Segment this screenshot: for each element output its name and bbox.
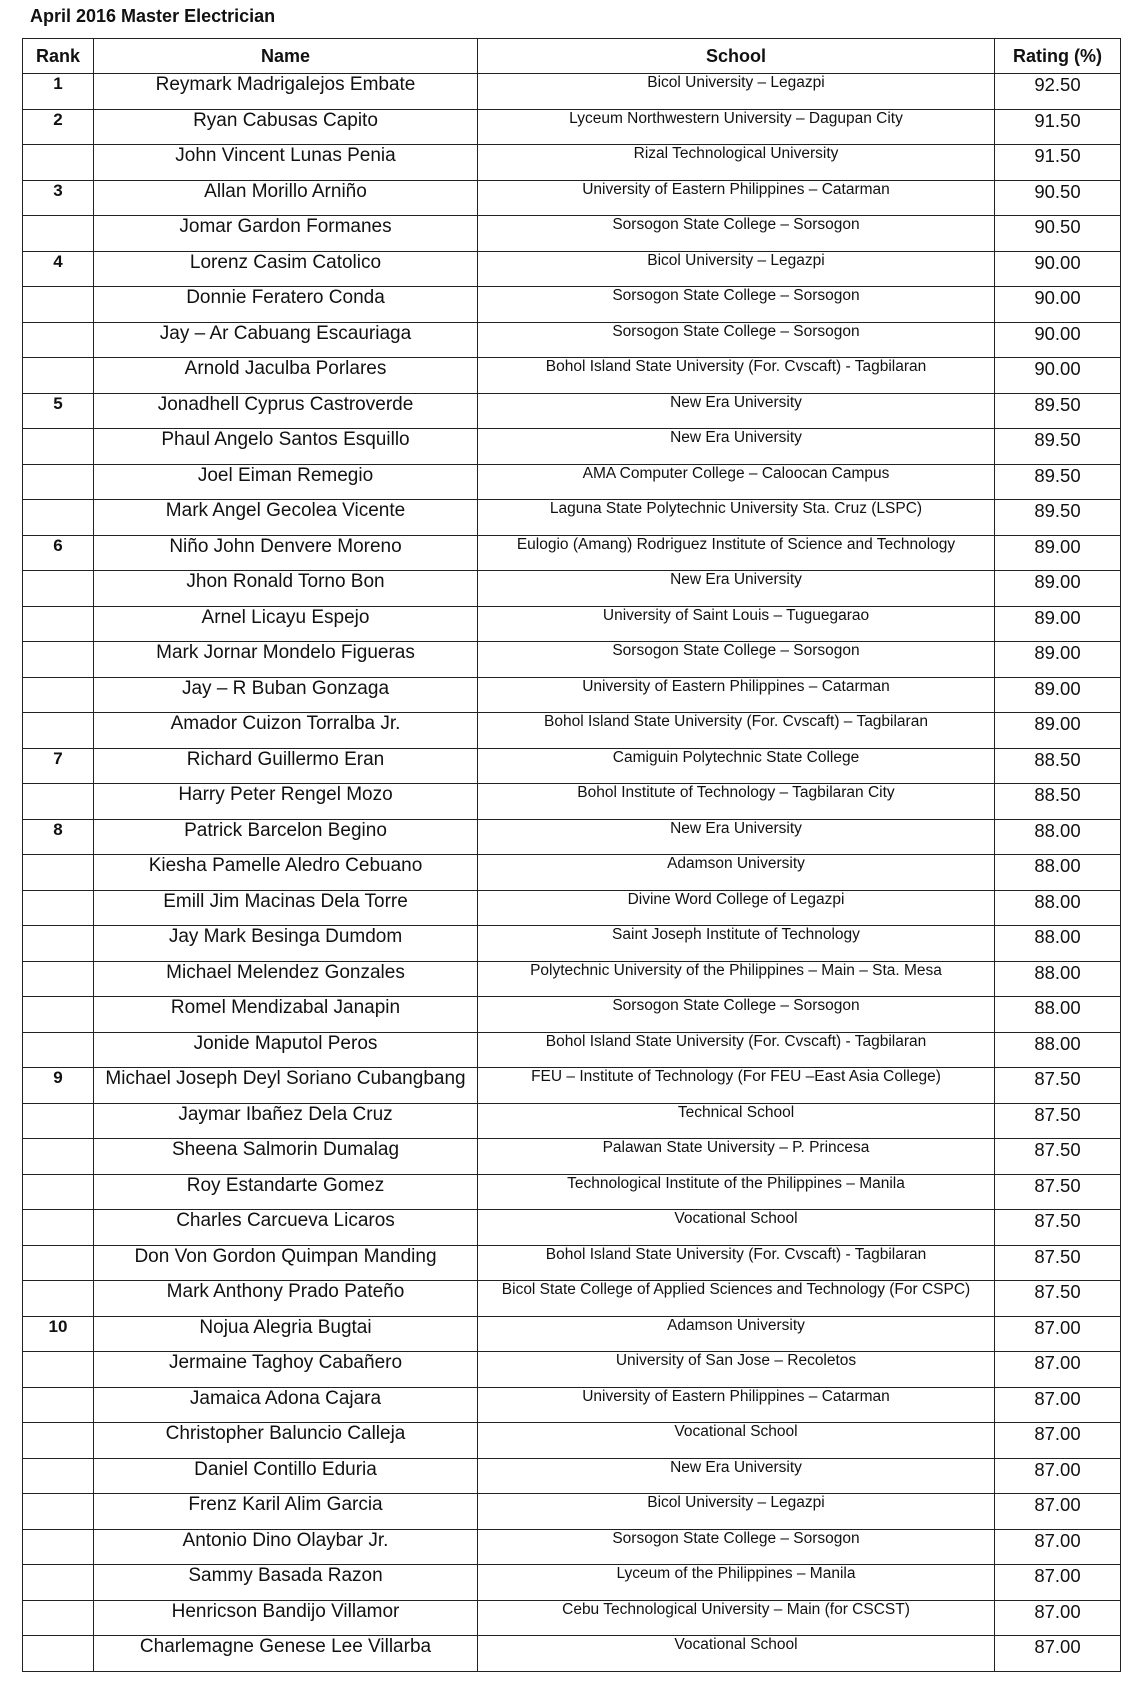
table-row: [23, 713, 1121, 749]
rating-cell: 91.50: [995, 145, 1121, 181]
school-cell: Adamson University: [478, 855, 995, 891]
name-cell: Charlemagne Genese Lee Villarba: [94, 1636, 478, 1672]
name-cell: Jonide Maputol Peros: [94, 1032, 478, 1068]
school-cell: University of San Jose – Recoletos: [478, 1352, 995, 1388]
table-row: [23, 606, 1121, 642]
name-cell: Charles Carcueva Licaros: [94, 1210, 478, 1246]
table-row: [23, 997, 1121, 1033]
rating-cell: 87.00: [995, 1636, 1121, 1672]
name-cell: Roy Estandarte Gomez: [94, 1174, 478, 1210]
name-cell: Jomar Gardon Formanes: [94, 216, 478, 252]
rating-cell: 87.50: [995, 1174, 1121, 1210]
table-row: [23, 1600, 1121, 1636]
rating-cell: 90.50: [995, 180, 1121, 216]
rank-cell: [23, 1458, 94, 1494]
table-row: [23, 855, 1121, 891]
name-cell: Nojua Alegria Bugtai: [94, 1316, 478, 1352]
rank-cell: [23, 1600, 94, 1636]
table-row: [23, 535, 1121, 571]
rating-cell: 90.00: [995, 251, 1121, 287]
school-cell: Bohol Island State University (For. Cvscaft) - Tagbilaran: [478, 1245, 995, 1281]
rating-cell: 87.00: [995, 1352, 1121, 1388]
rating-cell: 87.00: [995, 1458, 1121, 1494]
school-cell: University of Saint Louis – Tuguegarao: [478, 606, 995, 642]
rank-cell: [23, 1103, 94, 1139]
table-row: [23, 926, 1121, 962]
school-cell: Vocational School: [478, 1636, 995, 1672]
rating-cell: 89.00: [995, 677, 1121, 713]
school-cell: New Era University: [478, 393, 995, 429]
name-cell: Donnie Feratero Conda: [94, 287, 478, 323]
name-cell: Sheena Salmorin Dumalag: [94, 1139, 478, 1175]
rating-cell: 92.50: [995, 74, 1121, 110]
rank-cell: [23, 926, 94, 962]
rank-cell: 4: [23, 251, 94, 287]
name-cell: John Vincent Lunas Penia: [94, 145, 478, 181]
rating-cell: 90.00: [995, 287, 1121, 323]
name-cell: Richard Guillermo Eran: [94, 748, 478, 784]
name-cell: Lorenz Casim Catolico: [94, 251, 478, 287]
school-cell: University of Eastern Philippines – Catarman: [478, 677, 995, 713]
rank-cell: [23, 1565, 94, 1601]
name-cell: Daniel Contillo Eduria: [94, 1458, 478, 1494]
rank-cell: [23, 1210, 94, 1246]
school-cell: Bohol Institute of Technology – Tagbilaran City: [478, 784, 995, 820]
name-cell: Sammy Basada Razon: [94, 1565, 478, 1601]
school-header: School: [478, 39, 995, 74]
rating-cell: 89.00: [995, 606, 1121, 642]
rank-cell: [23, 1423, 94, 1459]
rank-cell: [23, 677, 94, 713]
table-row: [23, 464, 1121, 500]
table-row: [23, 322, 1121, 358]
name-cell: Don Von Gordon Quimpan Manding: [94, 1245, 478, 1281]
school-cell: Sorsogon State College – Sorsogon: [478, 287, 995, 323]
table-row: [23, 429, 1121, 465]
rank-cell: 5: [23, 393, 94, 429]
table-row: [23, 642, 1121, 678]
rating-cell: 87.00: [995, 1600, 1121, 1636]
rank-cell: 8: [23, 819, 94, 855]
rating-cell: 88.00: [995, 997, 1121, 1033]
rating-cell: 90.00: [995, 322, 1121, 358]
school-cell: Cebu Technological University – Main (for CSCST): [478, 1600, 995, 1636]
rating-cell: 87.50: [995, 1210, 1121, 1246]
name-cell: Arnold Jaculba Porlares: [94, 358, 478, 394]
rating-cell: 89.50: [995, 464, 1121, 500]
table-row: [23, 784, 1121, 820]
school-cell: Sorsogon State College – Sorsogon: [478, 642, 995, 678]
name-cell: Patrick Barcelon Begino: [94, 819, 478, 855]
rank-cell: 9: [23, 1068, 94, 1104]
name-cell: Jermaine Taghoy Cabañero: [94, 1352, 478, 1388]
name-cell: Michael Melendez Gonzales: [94, 961, 478, 997]
rank-cell: [23, 145, 94, 181]
rating-cell: 90.50: [995, 216, 1121, 252]
rank-cell: [23, 500, 94, 536]
rating-cell: 89.50: [995, 429, 1121, 465]
document-title: April 2016 Master Electrician: [30, 6, 276, 26]
school-cell: New Era University: [478, 571, 995, 607]
rank-cell: [23, 216, 94, 252]
rank-cell: [23, 464, 94, 500]
rank-cell: [23, 287, 94, 323]
table-row: [23, 1068, 1121, 1104]
school-cell: Bicol University – Legazpi: [478, 74, 995, 110]
school-cell: Camiguin Polytechnic State College: [478, 748, 995, 784]
rank-cell: [23, 571, 94, 607]
table-row: [23, 1174, 1121, 1210]
rank-cell: [23, 855, 94, 891]
rank-cell: [23, 606, 94, 642]
rank-cell: 3: [23, 180, 94, 216]
school-cell: Adamson University: [478, 1316, 995, 1352]
rank-cell: [23, 997, 94, 1033]
rank-cell: [23, 1032, 94, 1068]
rank-cell: [23, 890, 94, 926]
rank-cell: [23, 1636, 94, 1672]
rating-cell: 90.00: [995, 358, 1121, 394]
table-row: [23, 251, 1121, 287]
name-cell: Jaymar Ibañez Dela Cruz: [94, 1103, 478, 1139]
table-row: [23, 1387, 1121, 1423]
table-row: [23, 145, 1121, 181]
rank-cell: [23, 784, 94, 820]
rating-cell: 87.00: [995, 1565, 1121, 1601]
school-cell: Rizal Technological University: [478, 145, 995, 181]
rating-cell: 88.00: [995, 1032, 1121, 1068]
name-cell: Frenz Karil Alim Garcia: [94, 1494, 478, 1530]
rating-cell: 89.00: [995, 713, 1121, 749]
table-row: [23, 1529, 1121, 1565]
rank-cell: [23, 429, 94, 465]
rank-cell: [23, 1529, 94, 1565]
rating-cell: 87.00: [995, 1494, 1121, 1530]
table-row: [23, 180, 1121, 216]
rank-cell: [23, 1139, 94, 1175]
school-cell: Bohol Island State University (For. Cvscaft) - Tagbilaran: [478, 1032, 995, 1068]
name-cell: Emill Jim Macinas Dela Torre: [94, 890, 478, 926]
school-cell: New Era University: [478, 429, 995, 465]
table-row: [23, 1245, 1121, 1281]
rating-header: Rating (%): [995, 39, 1121, 74]
name-cell: Michael Joseph Deyl Soriano Cubangbang: [94, 1068, 478, 1104]
rank-cell: [23, 322, 94, 358]
table-row: [23, 393, 1121, 429]
rank-cell: [23, 358, 94, 394]
rating-cell: 88.00: [995, 961, 1121, 997]
school-cell: University of Eastern Philippines – Catarman: [478, 1387, 995, 1423]
school-cell: Laguna State Polytechnic University Sta. Cruz (LSPC): [478, 500, 995, 536]
table-row: [23, 1494, 1121, 1530]
school-cell: Sorsogon State College – Sorsogon: [478, 216, 995, 252]
name-cell: Henricson Bandijo Villamor: [94, 1600, 478, 1636]
rating-cell: 87.50: [995, 1103, 1121, 1139]
name-cell: Jamaica Adona Cajara: [94, 1387, 478, 1423]
name-cell: Allan Morillo Arniño: [94, 180, 478, 216]
rating-cell: 89.00: [995, 535, 1121, 571]
name-cell: Jay – R Buban Gonzaga: [94, 677, 478, 713]
table-row: [23, 1316, 1121, 1352]
school-cell: Sorsogon State College – Sorsogon: [478, 1529, 995, 1565]
rank-cell: 1: [23, 74, 94, 110]
name-cell: Niño John Denvere Moreno: [94, 535, 478, 571]
table-row: [23, 1210, 1121, 1246]
header-row: [23, 39, 1121, 74]
school-cell: New Era University: [478, 1458, 995, 1494]
table-row: [23, 74, 1121, 110]
table-row: [23, 500, 1121, 536]
table-row: [23, 1458, 1121, 1494]
school-cell: Eulogio (Amang) Rodriguez Institute of Science and Technology: [478, 535, 995, 571]
rank-cell: [23, 1352, 94, 1388]
rank-cell: [23, 642, 94, 678]
school-cell: Palawan State University – P. Princesa: [478, 1139, 995, 1175]
school-cell: Vocational School: [478, 1210, 995, 1246]
school-cell: Divine Word College of Legazpi: [478, 890, 995, 926]
rating-cell: 87.00: [995, 1316, 1121, 1352]
name-cell: Amador Cuizon Torralba Jr.: [94, 713, 478, 749]
table-row: [23, 1352, 1121, 1388]
school-cell: Vocational School: [478, 1423, 995, 1459]
name-cell: Jay – Ar Cabuang Escauriaga: [94, 322, 478, 358]
name-cell: Antonio Dino Olaybar Jr.: [94, 1529, 478, 1565]
rating-cell: 87.00: [995, 1423, 1121, 1459]
rating-cell: 89.50: [995, 500, 1121, 536]
name-cell: Mark Angel Gecolea Vicente: [94, 500, 478, 536]
school-cell: Lyceum of the Philippines – Manila: [478, 1565, 995, 1601]
rank-cell: [23, 1174, 94, 1210]
table-row: [23, 571, 1121, 607]
table-row: [23, 109, 1121, 145]
school-cell: Bicol University – Legazpi: [478, 251, 995, 287]
rank-cell: [23, 1245, 94, 1281]
table-row: [23, 890, 1121, 926]
rating-cell: 87.50: [995, 1245, 1121, 1281]
table-row: [23, 1636, 1121, 1672]
table-row: [23, 1139, 1121, 1175]
rank-cell: 10: [23, 1316, 94, 1352]
rating-cell: 91.50: [995, 109, 1121, 145]
rank-cell: 6: [23, 535, 94, 571]
rank-cell: 7: [23, 748, 94, 784]
table-row: [23, 677, 1121, 713]
table-row: [23, 287, 1121, 323]
rating-cell: 87.00: [995, 1387, 1121, 1423]
name-cell: Reymark Madrigalejos Embate: [94, 74, 478, 110]
school-cell: Bohol Island State University (For. Cvscaft) - Tagbilaran: [478, 358, 995, 394]
table-row: [23, 819, 1121, 855]
name-cell: Jonadhell Cyprus Castroverde: [94, 393, 478, 429]
name-cell: Harry Peter Rengel Mozo: [94, 784, 478, 820]
name-cell: Arnel Licayu Espejo: [94, 606, 478, 642]
name-cell: Kiesha Pamelle Aledro Cebuano: [94, 855, 478, 891]
name-cell: Jhon Ronald Torno Bon: [94, 571, 478, 607]
rating-cell: 87.50: [995, 1281, 1121, 1317]
rating-cell: 89.00: [995, 571, 1121, 607]
rating-cell: 89.50: [995, 393, 1121, 429]
school-cell: Sorsogon State College – Sorsogon: [478, 997, 995, 1033]
name-cell: Phaul Angelo Santos Esquillo: [94, 429, 478, 465]
table-row: [23, 216, 1121, 252]
name-cell: Romel Mendizabal Janapin: [94, 997, 478, 1033]
table-row: [23, 1565, 1121, 1601]
school-cell: University of Eastern Philippines – Catarman: [478, 180, 995, 216]
rating-cell: 87.50: [995, 1139, 1121, 1175]
rank-header: Rank: [23, 39, 94, 74]
rank-cell: [23, 1494, 94, 1530]
school-cell: FEU – Institute of Technology (For FEU –East Asia College): [478, 1068, 995, 1104]
name-cell: Joel Eiman Remegio: [94, 464, 478, 500]
name-cell: Ryan Cabusas Capito: [94, 109, 478, 145]
name-cell: Christopher Baluncio Calleja: [94, 1423, 478, 1459]
table-row: [23, 1032, 1121, 1068]
school-cell: New Era University: [478, 819, 995, 855]
rank-cell: [23, 1281, 94, 1317]
table-row: [23, 1423, 1121, 1459]
rating-cell: 88.00: [995, 926, 1121, 962]
school-cell: Technical School: [478, 1103, 995, 1139]
school-cell: Saint Joseph Institute of Technology: [478, 926, 995, 962]
rating-cell: 87.50: [995, 1068, 1121, 1104]
name-cell: Jay Mark Besinga Dumdom: [94, 926, 478, 962]
school-cell: Sorsogon State College – Sorsogon: [478, 322, 995, 358]
school-cell: Lyceum Northwestern University – Dagupan City: [478, 109, 995, 145]
table-row: [23, 1281, 1121, 1317]
rank-cell: 2: [23, 109, 94, 145]
school-cell: Polytechnic University of the Philippines – Main – Sta. Mesa: [478, 961, 995, 997]
rating-cell: 89.00: [995, 642, 1121, 678]
school-cell: Bicol State College of Applied Sciences and Technology (For CSPC): [478, 1281, 995, 1317]
results-table: [22, 38, 1121, 1672]
table-row: [23, 1103, 1121, 1139]
rank-cell: [23, 961, 94, 997]
school-cell: Bicol University – Legazpi: [478, 1494, 995, 1530]
rating-cell: 88.00: [995, 819, 1121, 855]
table-row: [23, 358, 1121, 394]
results-body: [23, 74, 1121, 1672]
school-cell: Bohol Island State University (For. Cvscaft) – Tagbilaran: [478, 713, 995, 749]
school-cell: Technological Institute of the Philippines – Manila: [478, 1174, 995, 1210]
name-header: Name: [94, 39, 478, 74]
rating-cell: 87.00: [995, 1529, 1121, 1565]
name-cell: Mark Jornar Mondelo Figueras: [94, 642, 478, 678]
table-row: [23, 961, 1121, 997]
table-row: [23, 748, 1121, 784]
rating-cell: 88.00: [995, 855, 1121, 891]
school-cell: AMA Computer College – Caloocan Campus: [478, 464, 995, 500]
name-cell: Mark Anthony Prado Pateño: [94, 1281, 478, 1317]
rating-cell: 88.50: [995, 748, 1121, 784]
rating-cell: 88.00: [995, 890, 1121, 926]
rank-cell: [23, 713, 94, 749]
rank-cell: [23, 1387, 94, 1423]
rating-cell: 88.50: [995, 784, 1121, 820]
